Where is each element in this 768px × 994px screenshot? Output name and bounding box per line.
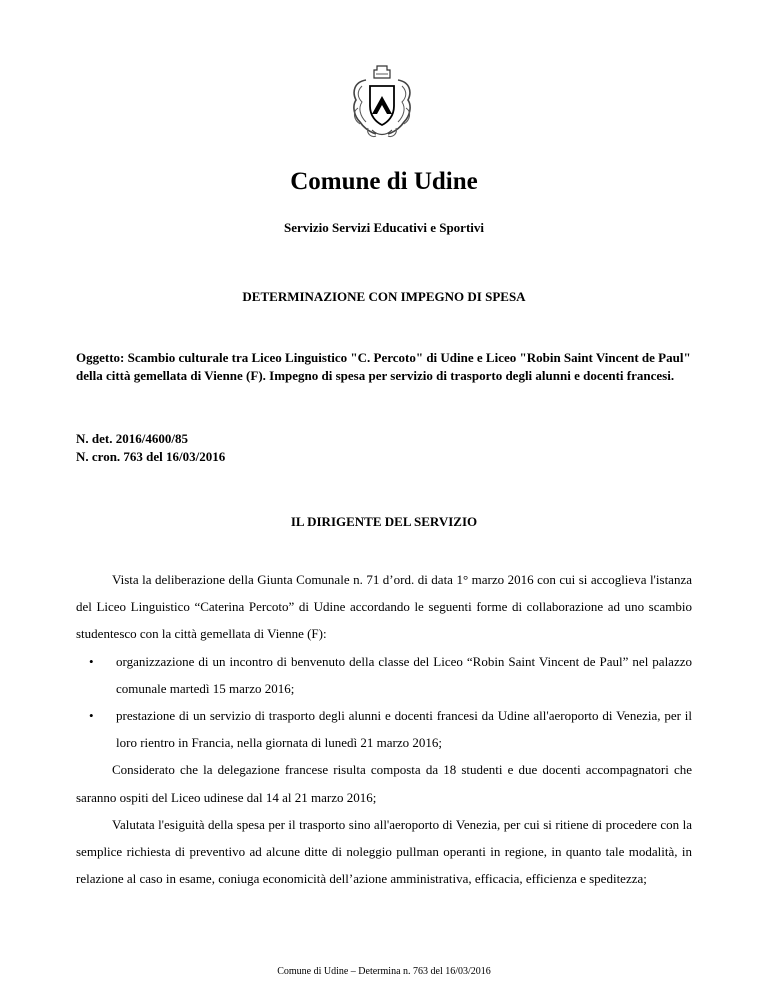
section-heading: IL DIRIGENTE DEL SERVIZIO xyxy=(290,514,478,529)
body-paragraph: Valutata l'esiguità della spesa per il trasporto sino all'aeroporto di Venezia, per cui si ritiene di procedere con la semplice richiesta di preventivo ad alcune ditte di noleggio pullman operanti in regione, in quanto tale modalità, in relazione al caso in esame, coniuga economicità dell’azione amministrativa, efficacia, efficienza e speditezza; xyxy=(76,816,692,887)
bullet-icon: • xyxy=(89,653,94,669)
body-paragraph: Vista la deliberazione della Giunta Comunale n. 71 d’ord. di data 1° marzo 2016 con cui si accoglieva l'istanza del Liceo Linguistico “Caterina Percoto” di Udine accordando le seguenti forme di collaborazione ad uno scambio studentesco con la città gemellata di Vienne (F): xyxy=(76,572,692,642)
document-body xyxy=(76,566,692,892)
list-item-text: prestazione di un servizio di trasporto degli alunni e docenti francesi da Udine all'aeroporto di Venezia, per il loro rientro in Francia, nella giornata di lunedì 21 marzo 2016; xyxy=(116,708,692,751)
list-item-text: organizzazione di un incontro di benvenuto della classe del Liceo “Robin Saint Vincent de Paul” nel palazzo comunale martedì 15 marzo 2016; xyxy=(116,653,692,696)
cron-number: N. cron. 763 del 16/03/2016 xyxy=(76,449,226,464)
bullet-list xyxy=(76,648,692,757)
document-type: DETERMINAZIONE CON IMPEGNO DI SPESA xyxy=(242,289,526,304)
service-name: Servizio Servizi Educativi e Sportivi xyxy=(283,220,485,235)
bullet-icon: • xyxy=(89,708,94,724)
page-footer: Comune di Udine – Determina n. 763 del 16/03/2016 xyxy=(277,966,491,977)
subject-text: Oggetto: Scambio culturale tra Liceo Linguistico "C. Percoto" di Udine e Liceo "Robin Saint Vincent de Paul" della città gemellata di Vienne (F). Impegno di spesa per servizio di trasporto degli alunni e docenti francesi. xyxy=(76,350,691,383)
list-item xyxy=(76,648,692,702)
det-number: N. det. 2016/4600/85 xyxy=(76,431,188,446)
document-references xyxy=(76,430,692,466)
list-item xyxy=(76,702,692,756)
page-title: Comune di Udine xyxy=(290,168,478,195)
body-paragraph: Considerato che la delegazione francese risulta composta da 18 studenti e due docenti accompagnatori che saranno ospiti del Liceo udinese dal 14 al 21 marzo 2016; xyxy=(76,762,692,805)
city-crest-icon xyxy=(346,62,418,140)
